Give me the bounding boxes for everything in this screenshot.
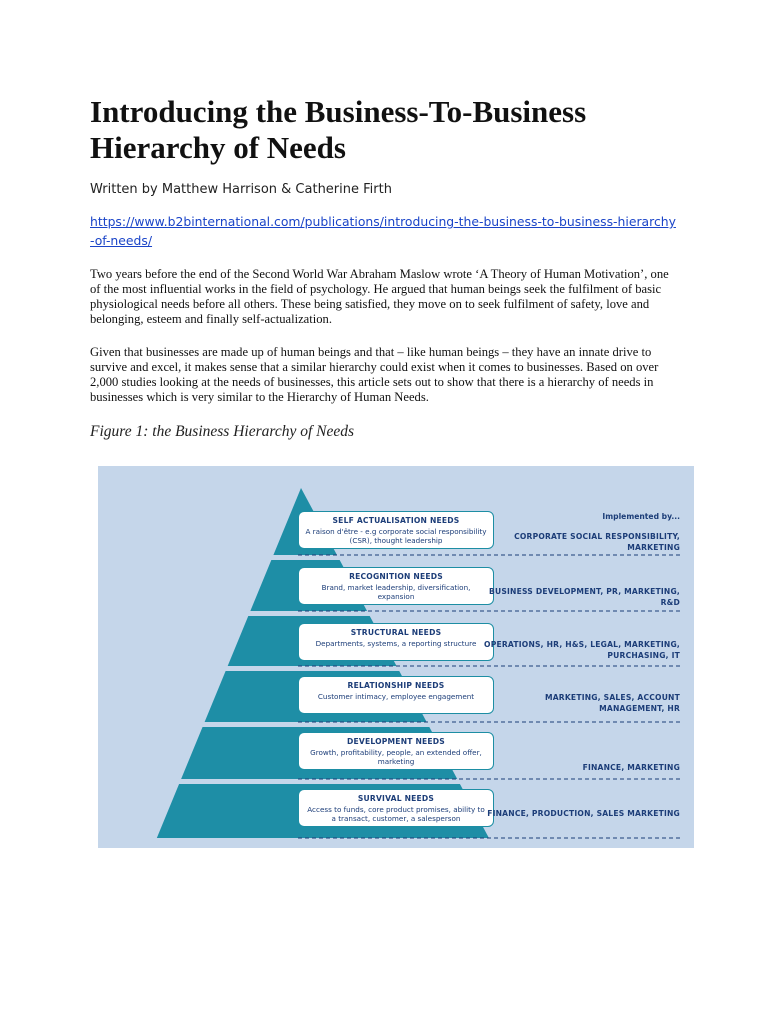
document-title: Introducing the Business-To-Business Hierarchy of Needs — [90, 94, 587, 165]
implemented-by-label: MARKETING, SALES, ACCOUNT MANAGEMENT, HR — [544, 693, 680, 713]
implemented-by-label: BUSINESS DEVELOPMENT, PR, MARKETING, R&D — [488, 587, 680, 607]
author-line: Written by Matthew Harrison & Catherine Firth — [90, 182, 392, 197]
need-title: DEVELOPMENT NEEDS — [347, 737, 445, 746]
figure-caption: Figure 1: the Business Hierarchy of Needs — [90, 423, 355, 440]
need-box — [298, 676, 494, 714]
need-title: STRUCTURAL NEEDS — [350, 628, 442, 637]
need-title: SURVIVAL NEEDS — [357, 794, 435, 803]
need-box — [298, 623, 494, 661]
need-box — [298, 567, 494, 605]
implemented-by-label: FINANCE, MARKETING — [582, 763, 680, 772]
need-description: Customer intimacy, employee engagement — [317, 692, 475, 701]
need-description: Departments, systems, a reporting structure — [315, 639, 477, 648]
need-title: SELF ACTUALISATION NEEDS — [332, 516, 460, 525]
need-description: A raison d'être - e.g corporate social responsibility (CSR), thought leadership — [305, 527, 487, 545]
implemented-by-label: CORPORATE SOCIAL RESPONSIBILITY, MARKETING — [514, 532, 680, 552]
need-box — [298, 789, 494, 827]
need-title: RECOGNITION NEEDS — [349, 572, 443, 581]
need-title: RELATIONSHIP NEEDS — [347, 681, 445, 690]
need-description: Growth, profitability, people, an extended offer, marketing — [310, 748, 482, 766]
implemented-by-label: OPERATIONS, HR, H&S, LEGAL, MARKETING, PURCHASING, IT — [484, 640, 680, 660]
implemented-by-label: FINANCE, PRODUCTION, SALES MARKETING — [487, 809, 680, 818]
implemented-by-header: Implemented by... — [602, 512, 680, 521]
need-description: Access to funds, core product promises, ability to a transact, customer, a salesperson — [307, 805, 485, 823]
need-box — [298, 732, 494, 770]
need-description: Brand, market leadership, diversification, expansion — [321, 583, 471, 601]
need-box — [298, 511, 494, 549]
paragraph-2: Given that businesses are made up of human beings and that – like human beings – they have an innate drive to survive and excel, it makes sense that a similar hierarchy could exist when it comes to businesses. Based on over 2,000 studies looking at the needs of businesses, this article sets out to show that there is a hierarchy of needs in businesses which is very similar to the Hierarchy of Human Needs. — [90, 345, 659, 404]
paragraph-1: Two years before the end of the Second World War Abraham Maslow wrote ‘A Theory of Human Motivation’, one of the most influential works in the field of psychology. He argued that human beings seek the fulfilment of basic physiological needs before all others. These being satisfied, they move on to seek fulfilment of safety, love and belonging, esteem and finally self-actualization. — [90, 267, 669, 326]
hierarchy-figure — [98, 466, 694, 848]
article-link[interactable]: https://www.b2binternational.com/publications/introducing-the-business-to-business-hierarchy-of-needs/ — [90, 214, 676, 248]
